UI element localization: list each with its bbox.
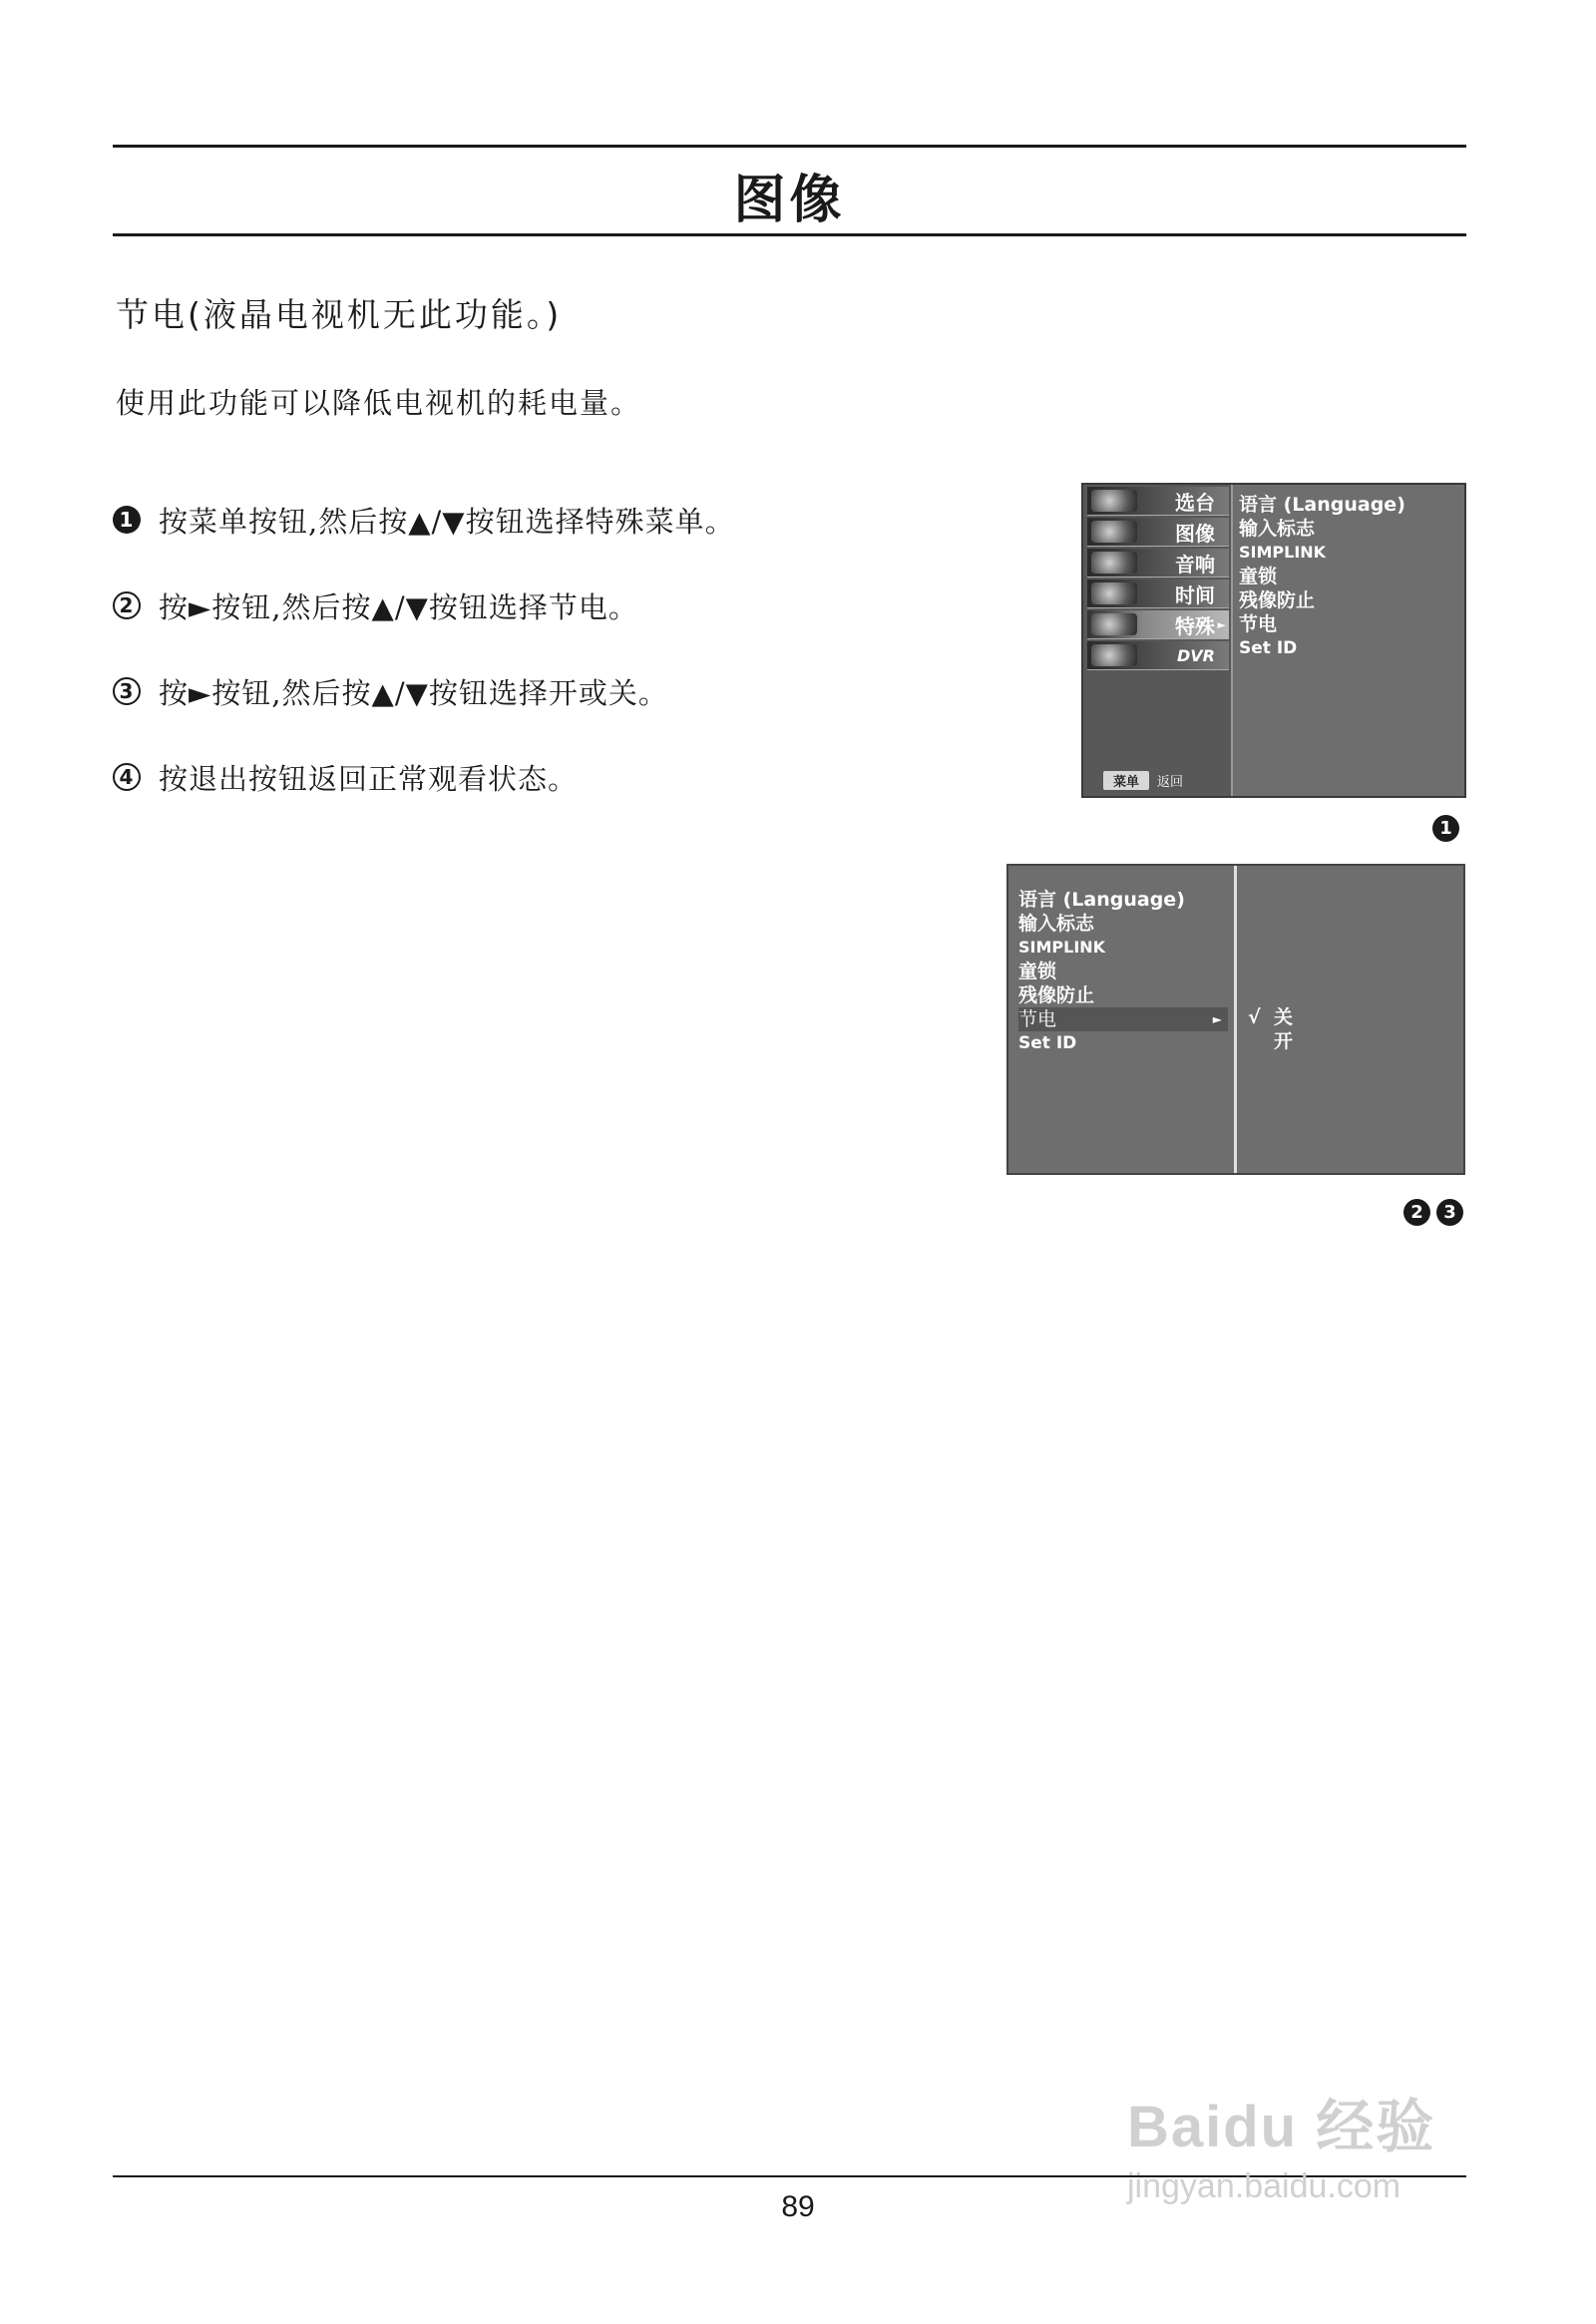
osd-sub-item: 节电 xyxy=(1239,613,1278,635)
osd-menu-item: 音响 xyxy=(1087,549,1229,578)
arrow-right-icon: ► xyxy=(1212,1012,1222,1026)
osd-list-item: 语言 (Language) xyxy=(1018,889,1185,911)
osd-list-item: Set ID xyxy=(1018,1033,1077,1053)
step-item xyxy=(113,563,735,648)
osd-menu-item: 时间 xyxy=(1087,580,1229,608)
osd-sub-item: 输入标志 xyxy=(1239,518,1316,540)
step-number: 2 xyxy=(113,591,141,619)
osd-footer xyxy=(1103,771,1183,790)
step-item xyxy=(113,734,735,820)
step-number: 4 xyxy=(113,763,141,791)
intro-text: 使用此功能可以降低电视机的耗电量。 xyxy=(116,386,642,420)
step-item xyxy=(113,477,735,563)
osd-divider xyxy=(1234,866,1237,1173)
osd-list-item: 输入标志 xyxy=(1018,913,1095,935)
osd-sub-item: 语言 (Language) xyxy=(1239,494,1405,516)
step-item xyxy=(113,648,735,734)
osd-list-item-selected: 节电 ► xyxy=(1018,1007,1228,1031)
step-text: 按►按钮,然后按▲/▼按钮选择节电。 xyxy=(159,589,638,624)
menu-thumbnail-icon xyxy=(1091,582,1137,604)
osd-main-menu-screenshot xyxy=(1081,483,1466,798)
osd-main-menu xyxy=(1083,485,1233,796)
menu-thumbnail-icon xyxy=(1091,613,1137,635)
watermark-url: jingyan.baidu.com xyxy=(1127,2167,1401,2205)
arrow-right-icon: ► xyxy=(1217,617,1226,631)
title-rule xyxy=(113,233,1466,236)
page-title: 图像 xyxy=(733,171,846,230)
menu-thumbnail-icon xyxy=(1091,644,1137,666)
osd-list-item: 童锁 xyxy=(1018,961,1057,982)
menu-key-badge: 菜单 xyxy=(1103,771,1149,790)
screenshot-step-badge: 1 xyxy=(1432,815,1459,842)
menu-thumbnail-icon xyxy=(1091,490,1137,512)
step-number: 3 xyxy=(113,677,141,705)
osd-option-list xyxy=(1018,888,1228,1055)
osd-sub-item: Set ID xyxy=(1239,638,1298,658)
osd-list-item: 残像防止 xyxy=(1018,984,1095,1006)
osd-submenu xyxy=(1239,493,1405,660)
option-off: √ 关 xyxy=(1248,1006,1294,1028)
osd-sub-item: 童锁 xyxy=(1239,566,1278,587)
menu-thumbnail-icon xyxy=(1091,552,1137,574)
watermark xyxy=(1127,2080,1435,2206)
osd-menu-item: DVR xyxy=(1087,641,1229,670)
osd-sub-item: 残像防止 xyxy=(1239,589,1316,611)
return-label: 返回 xyxy=(1157,775,1184,790)
osd-menu-item: 选台 xyxy=(1087,487,1229,516)
osd-list-item: SIMPLINK xyxy=(1018,938,1106,957)
step-number: 1 xyxy=(113,506,141,534)
osd-menu-item-selected: 特殊 ► xyxy=(1087,610,1229,639)
top-rule xyxy=(113,145,1466,148)
menu-thumbnail-icon xyxy=(1091,521,1137,543)
checkmark-icon: √ xyxy=(1248,1006,1261,1028)
step-list xyxy=(113,477,735,820)
step-text: 按退出按钮返回正常观看状态。 xyxy=(159,761,579,796)
osd-setting-options xyxy=(1248,1005,1293,1053)
step-text: 按►按钮,然后按▲/▼按钮选择开或关。 xyxy=(159,675,668,710)
osd-power-saving-screenshot xyxy=(1006,864,1465,1175)
osd-menu-item: 图像 xyxy=(1087,518,1229,547)
step-text: 按菜单按钮,然后按▲/▼按钮选择特殊菜单。 xyxy=(159,504,735,539)
screenshot-step-badge: 2 xyxy=(1403,1199,1430,1226)
option-on: 开 xyxy=(1274,1030,1294,1052)
page-number: 89 xyxy=(781,2190,815,2223)
screenshot-step-badge: 3 xyxy=(1436,1199,1463,1226)
section-title: 节电(液晶电视机无此功能。) xyxy=(116,295,563,334)
watermark-brand: Baidu 经验 xyxy=(1127,2095,1436,2159)
osd-sub-item: SIMPLINK xyxy=(1239,543,1327,562)
